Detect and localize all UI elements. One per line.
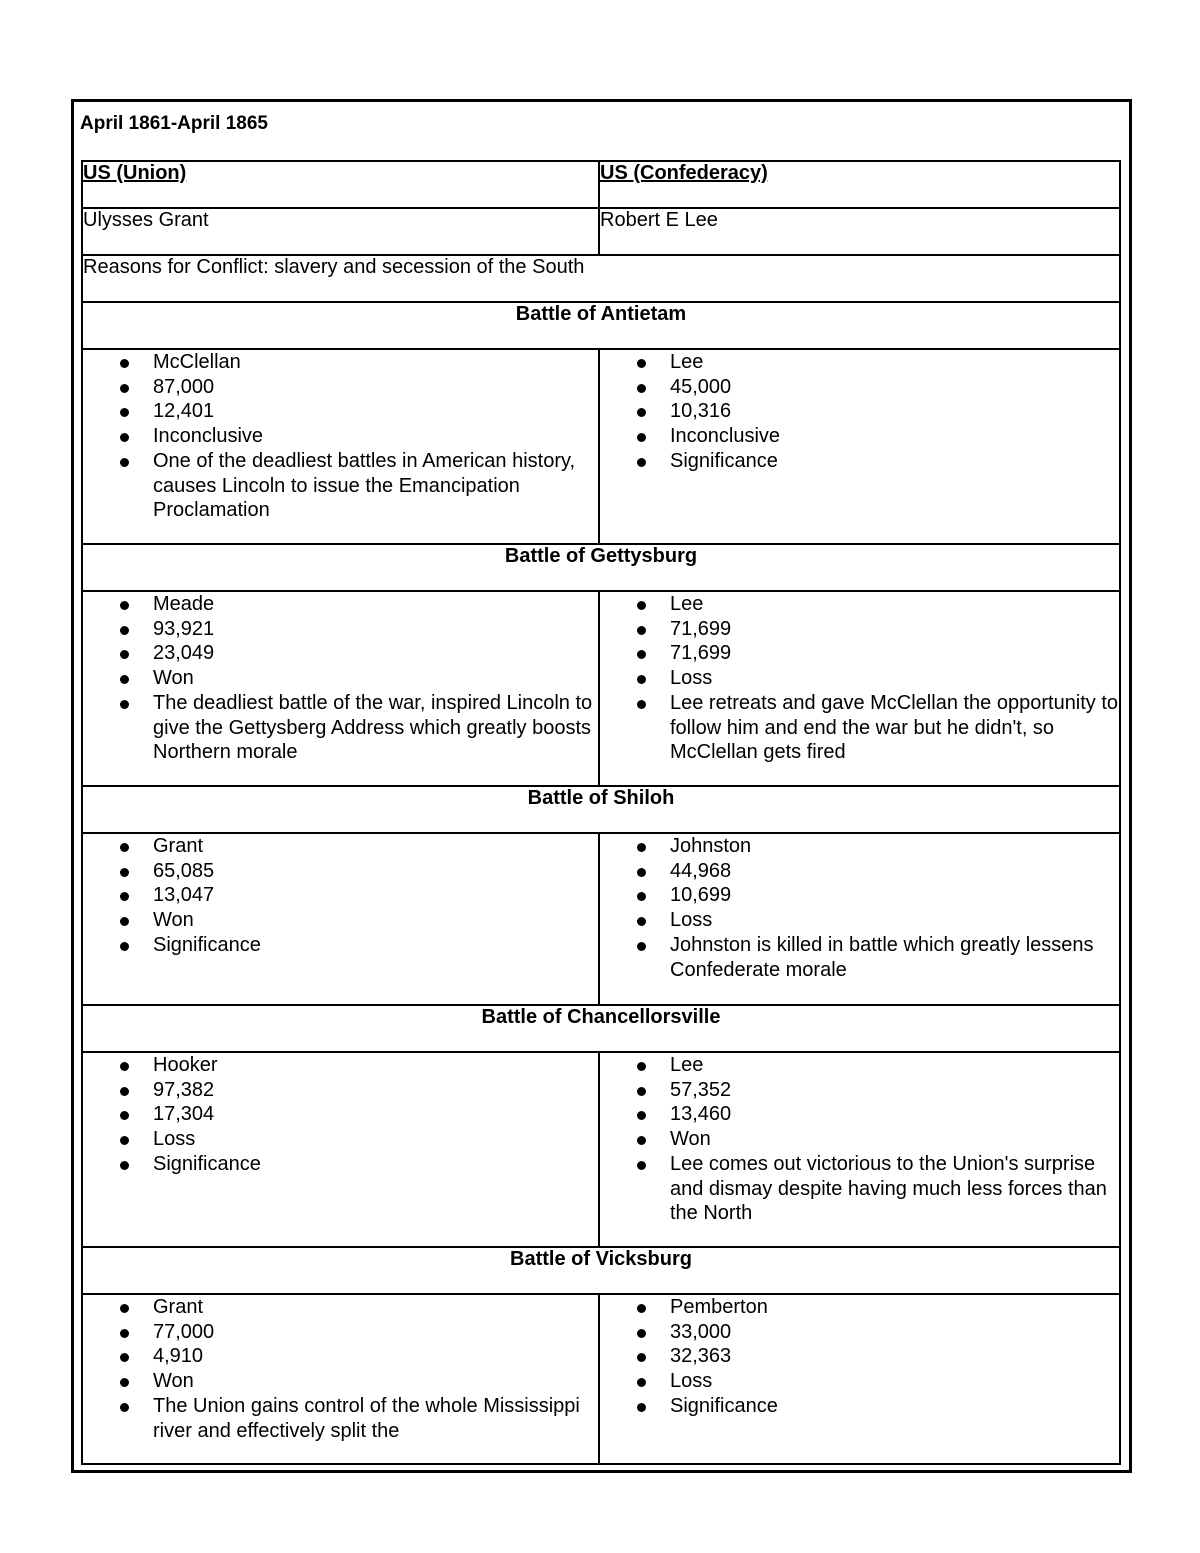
list-item: 77,000	[83, 1320, 598, 1345]
list-item: Lee	[600, 1053, 1119, 1078]
list-item: 12,401	[83, 399, 598, 424]
list-item: McClellan	[83, 350, 598, 375]
union-commander: Ulysses Grant	[82, 208, 599, 255]
list-item: Won	[600, 1127, 1119, 1152]
list-item: 4,910	[83, 1344, 598, 1369]
list-item: Won	[83, 666, 598, 691]
list-item: 97,382	[83, 1078, 598, 1103]
list-item: Grant	[83, 1295, 598, 1320]
union-details	[82, 1052, 599, 1247]
list-item: Johnston is killed in battle which greatly lessens Confederate morale	[600, 933, 1119, 982]
list-item: 32,363	[600, 1344, 1119, 1369]
list-item: Loss	[600, 908, 1119, 933]
list-item: Johnston	[600, 834, 1119, 859]
list-item: Grant	[83, 834, 598, 859]
list-item: Lee	[600, 592, 1119, 617]
list-item: 10,699	[600, 883, 1119, 908]
union-details	[82, 349, 599, 544]
list-item: 71,699	[600, 617, 1119, 642]
battle-title: Battle of Gettysburg	[82, 544, 1120, 591]
list-item: Inconclusive	[83, 424, 598, 449]
list-item: 45,000	[600, 375, 1119, 400]
list-item: Meade	[83, 592, 598, 617]
list-item: 57,352	[600, 1078, 1119, 1103]
confederacy-header: US (Confederacy)	[599, 161, 1120, 208]
union-details	[82, 591, 599, 786]
list-item: 71,699	[600, 641, 1119, 666]
list-item: Significance	[600, 1394, 1119, 1419]
list-item: 44,968	[600, 859, 1119, 884]
list-item: 65,085	[83, 859, 598, 884]
list-item: Pemberton	[600, 1295, 1119, 1320]
confederacy-details	[599, 349, 1120, 544]
list-item: Lee comes out victorious to the Union's surprise and dismay despite having much less forces than the North	[600, 1152, 1119, 1226]
confederacy-details	[599, 833, 1120, 1005]
list-item: Won	[83, 1369, 598, 1394]
list-item: Significance	[600, 449, 1119, 474]
list-item: 33,000	[600, 1320, 1119, 1345]
list-item: 13,460	[600, 1102, 1119, 1127]
list-item: 10,316	[600, 399, 1119, 424]
date-range: April 1861-April 1865	[80, 113, 268, 134]
confederacy-details	[599, 1294, 1120, 1464]
list-item: 17,304	[83, 1102, 598, 1127]
union-header: US (Union)	[82, 161, 599, 208]
confederacy-commander: Robert E Lee	[599, 208, 1120, 255]
list-item: Lee	[600, 350, 1119, 375]
list-item: 87,000	[83, 375, 598, 400]
battle-title: Battle of Chancellorsville	[82, 1005, 1120, 1052]
battle-table	[81, 160, 1121, 1465]
battle-title: Battle of Antietam	[82, 302, 1120, 349]
union-details	[82, 833, 599, 1005]
list-item: The Union gains control of the whole Mississippi river and effectively split the	[83, 1394, 598, 1443]
list-item: 13,047	[83, 883, 598, 908]
list-item: The deadliest battle of the war, inspired Lincoln to give the Gettysberg Address which greatly boosts Northern morale	[83, 691, 598, 765]
battle-title: Battle of Vicksburg	[82, 1247, 1120, 1294]
list-item: Won	[83, 908, 598, 933]
list-item: One of the deadliest battles in American history, causes Lincoln to issue the Emancipation Proclamation	[83, 449, 598, 523]
list-item: Loss	[600, 666, 1119, 691]
list-item: Loss	[600, 1369, 1119, 1394]
list-item: Loss	[83, 1127, 598, 1152]
list-item: 93,921	[83, 617, 598, 642]
list-item: Significance	[83, 1152, 598, 1177]
list-item: Hooker	[83, 1053, 598, 1078]
list-item: Inconclusive	[600, 424, 1119, 449]
list-item: Lee retreats and gave McClellan the opportunity to follow him and end the war but he didn't, so McClellan gets fired	[600, 691, 1119, 765]
confederacy-details	[599, 1052, 1120, 1247]
list-item: 23,049	[83, 641, 598, 666]
battle-title: Battle of Shiloh	[82, 786, 1120, 833]
confederacy-details	[599, 591, 1120, 786]
list-item: Significance	[83, 933, 598, 958]
reasons-for-conflict: Reasons for Conflict: slavery and secession of the South	[82, 255, 1120, 302]
union-details	[82, 1294, 599, 1464]
